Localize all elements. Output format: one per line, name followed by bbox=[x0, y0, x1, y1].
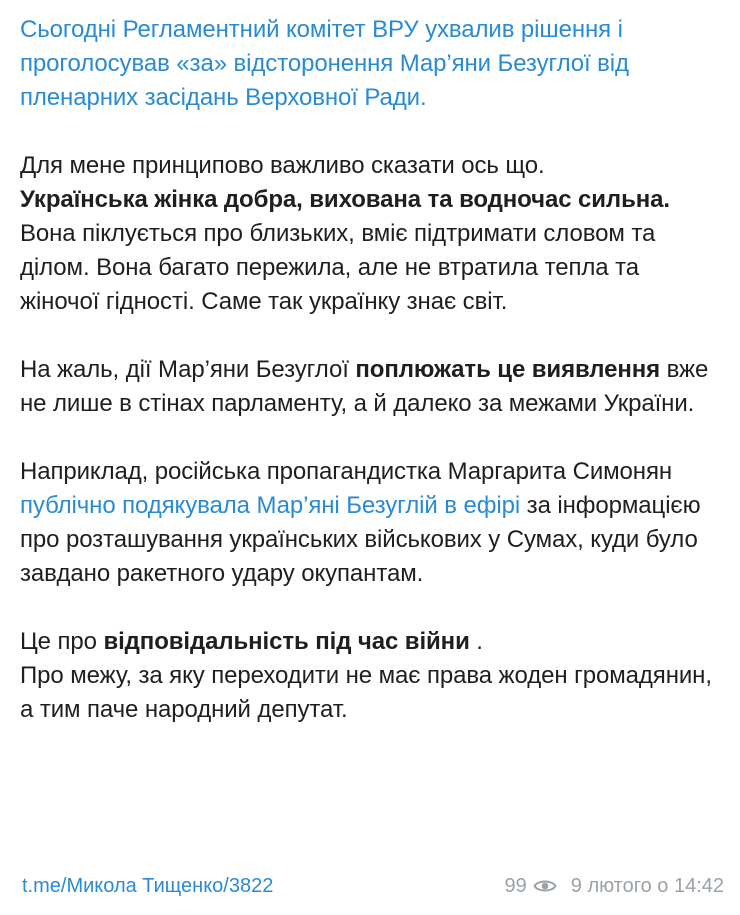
p2-body: Вона піклується про близьких, вміє підтримати словом та ділом. Вона багато пережила, але не втратила тепла та жіночої гідності. Саме так українку знає світ. bbox=[20, 220, 656, 315]
p5-body: Про межу, за яку переходити не має права жоден громадянин, а тим паче народний депутат. bbox=[20, 662, 712, 723]
post-meta bbox=[505, 875, 724, 898]
paragraph-5 bbox=[20, 625, 720, 727]
p5-intro: Це про bbox=[20, 628, 104, 655]
p4-intro: Наприклад, російська пропагандистка Маргарита Симонян bbox=[20, 458, 672, 485]
headline-link[interactable]: Сьогодні Регламентний комітет ВРУ ухвалив рішення і проголосував «за» відсторонення Мар’яни Безуглої від пленарних засідань Верховної Ради. bbox=[20, 16, 629, 111]
post-date: 9 лютого о 14:42 bbox=[570, 874, 724, 897]
p5-dot: . bbox=[469, 628, 483, 655]
post-footer bbox=[22, 871, 724, 901]
paragraph-1 bbox=[20, 13, 720, 115]
paragraph-2 bbox=[20, 149, 720, 319]
p3-body: вже не лише в стінах парламенту, а й далеко за межами України. bbox=[20, 356, 709, 417]
p2-bold: Українська жінка добра, вихована та водночас сильна. bbox=[20, 186, 670, 213]
inline-link[interactable]: публічно подякувала Мар’яні Безуглій в ефірі bbox=[20, 492, 521, 519]
views-count: 99 bbox=[504, 874, 527, 897]
source-link[interactable]: t.me/Микола Тищенко/3822 bbox=[22, 874, 274, 897]
p2-intro: Для мене принципово важливо сказати ось що. bbox=[20, 152, 545, 179]
eye-icon bbox=[533, 878, 557, 894]
paragraph-4 bbox=[20, 455, 720, 591]
p4-body: за інформацією про розташування українських військових у Сумах, куди було завдано ракетного удару окупантам. bbox=[20, 492, 701, 587]
paragraph-3 bbox=[20, 353, 720, 421]
p5-bold: відповідальність під час війни bbox=[103, 628, 470, 655]
p3-bold: поплюжать це виявлення bbox=[355, 356, 661, 383]
p3-intro: На жаль, дії Мар’яни Безуглої bbox=[20, 356, 356, 383]
